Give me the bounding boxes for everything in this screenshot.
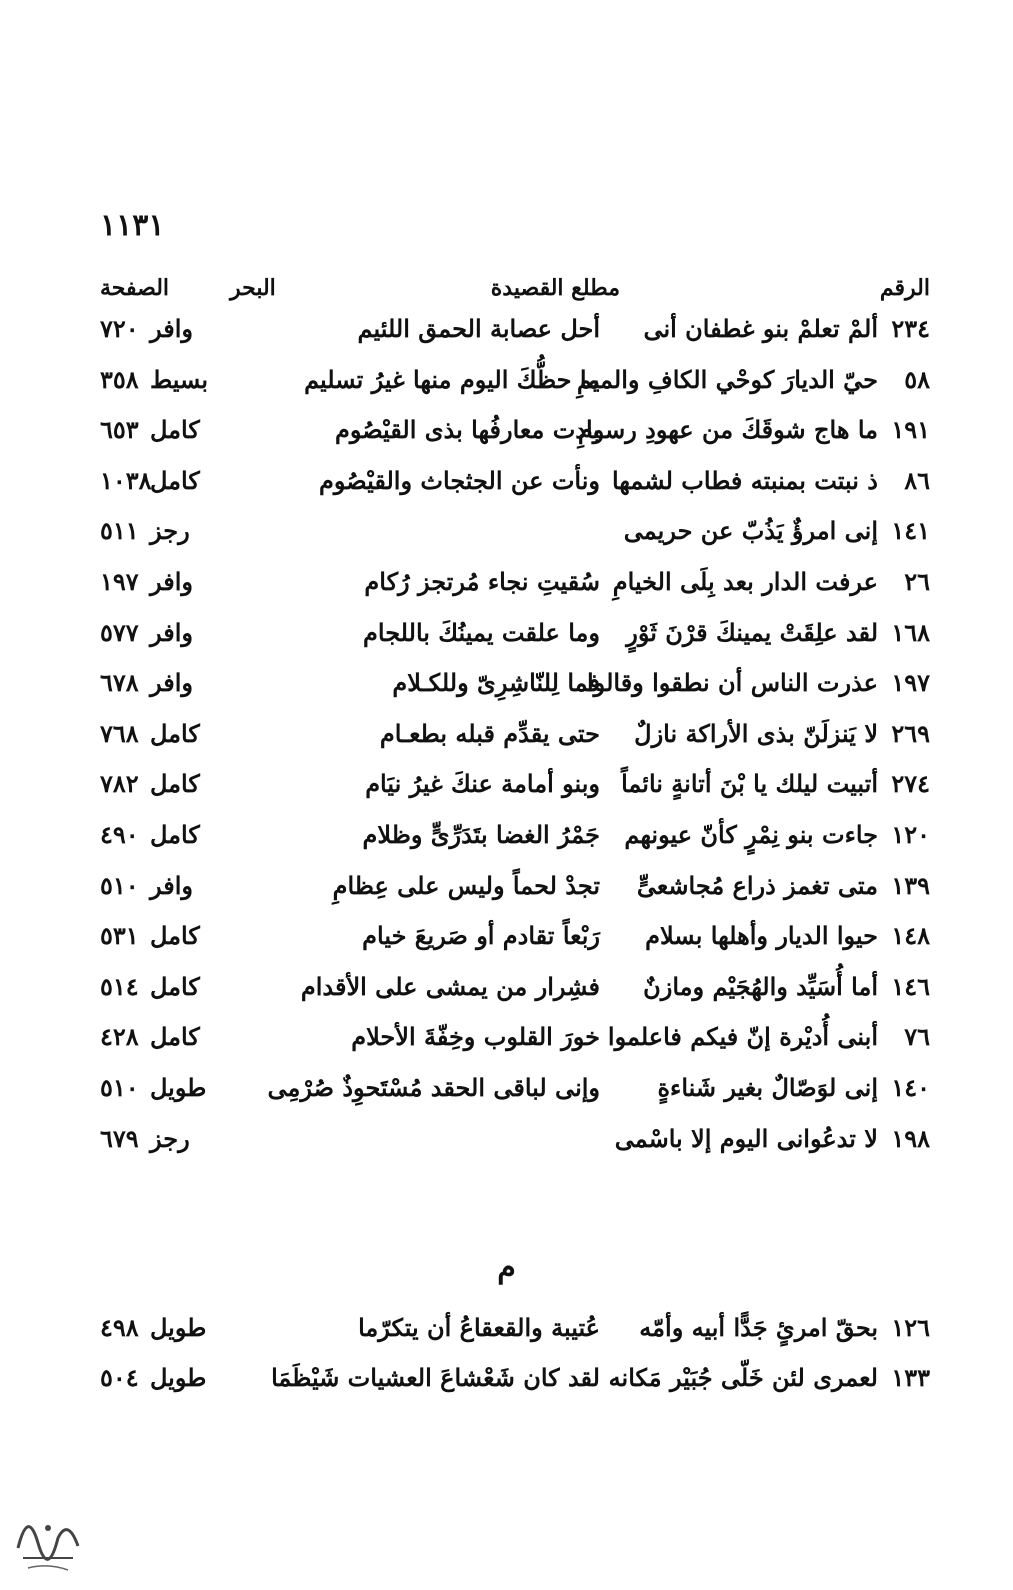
page-ref: ٤٩٠ [100, 820, 139, 849]
header-meter: البحر [230, 275, 276, 301]
first-hemistich: أما أُسَيِّد والهُجَيْم ومازنٌ [643, 971, 878, 1001]
first-hemistich: إنى لوَصّالٌ بغير شَناءةٍ [657, 1073, 878, 1102]
first-hemistich: ألمْ تعلمْ بنو غطفان أنى [643, 314, 878, 343]
poem-number: ٢٦ [904, 567, 930, 596]
poem-number: ١٣٩ [891, 870, 930, 900]
meter-name: رجز [150, 1123, 190, 1153]
header-opening: مطلع القصيدة [490, 275, 620, 301]
poem-number: ١٤١ [891, 516, 930, 546]
poem-number: ١٢٠ [891, 820, 930, 849]
poem-number: ١٣٣ [891, 1363, 930, 1392]
first-hemistich: إنى امرؤٌ يَذُبّ عن حريمى [623, 516, 878, 546]
poem-number: ١٤٨ [891, 921, 930, 951]
first-hemistich: حيّ الديارَ كوحْي الكافِ والميمِ [576, 364, 878, 394]
first-hemistich: لا تدعُوانى اليوم إلا باسْمى [614, 1123, 878, 1153]
poem-number: ١٦٨ [891, 617, 930, 647]
first-hemistich: لا يَنزلَنّ بذى الأراكة نازلٌ [634, 718, 878, 748]
page-ref: ٣٥٨ [100, 364, 139, 394]
second-hemistich: فشِرار من يمشى على الأقدام [300, 971, 600, 1001]
list-item [100, 459, 930, 503]
second-hemistich: تجدْ لحماً وليس على عِظامِ [332, 870, 600, 900]
page-ref: ٦٥٣ [100, 415, 139, 445]
poem-number: ١٢٦ [891, 1313, 930, 1342]
meter-name: طويل [150, 1073, 207, 1102]
list-item [100, 509, 930, 553]
first-hemistich: لعمرى لئن خَلّى جُبَيْر مَكانه [608, 1363, 878, 1392]
list-item [100, 1356, 930, 1400]
list-item [100, 1066, 930, 1110]
page-ref: ٧٢٠ [100, 314, 139, 343]
page-ref: ٥٠٤ [100, 1363, 139, 1392]
second-hemistich: جَمْرُ الغضا بتَدَرِّىٍّ وظلام [362, 820, 600, 849]
meter-name: طويل [150, 1313, 207, 1342]
meter-name: كامل [150, 921, 200, 951]
meter-name: وافر [150, 314, 193, 343]
page-ref: ٥١٠ [100, 1073, 139, 1102]
meter-name: كامل [150, 465, 200, 495]
first-hemistich: بحقّ امرئٍ جَدًّا أبيه وأمّه [639, 1313, 878, 1342]
table-header [100, 266, 930, 310]
meter-name: كامل [150, 415, 200, 445]
list-item [100, 307, 930, 351]
section-letter: م [497, 1250, 516, 1285]
page-number: ١١٣١ [100, 208, 165, 243]
list-item [100, 358, 930, 402]
first-hemistich: عذرت الناس أن نطقوا وقالوا [587, 668, 878, 698]
page-ref: ٥١٠ [100, 870, 139, 900]
meter-name: كامل [150, 769, 200, 799]
list-item [100, 1015, 930, 1059]
first-hemistich: ما هاج شوقَكَ من عهودِ رسومِ [577, 415, 878, 445]
poem-number: ٥٨ [904, 364, 930, 394]
second-hemistich: حتى يقدِّم قبله بطعـام [379, 718, 600, 748]
list-item [100, 813, 930, 857]
page-ref: ١٩٧ [100, 567, 139, 596]
library-stamp-logo [8, 1488, 88, 1578]
meter-name: وافر [150, 567, 193, 596]
first-hemistich: حيوا الديار وأهلها بسلام [645, 921, 878, 951]
second-hemistich: لقد كان شَعْشاعَ العشيات شَيْظَمَا [271, 1363, 600, 1392]
first-hemistich: جاءت بنو نِمْرٍ كأنّ عيونهم [624, 820, 878, 849]
meter-name: وافر [150, 668, 193, 698]
second-hemistich: ونأت عن الجثجاث والقيْصُوم [319, 465, 600, 495]
first-hemistich: عرفت الدار بعد بِلَى الخيامِ [612, 567, 878, 596]
page-ref: ٤٢٨ [100, 1022, 139, 1052]
meter-name: كامل [150, 971, 200, 1001]
meter-name: كامل [150, 718, 200, 748]
meter-name: رجز [150, 516, 190, 546]
second-hemistich: سُقيتِ نجاء مُرتجز رُكام [364, 567, 600, 596]
list-item [100, 712, 930, 756]
second-hemistich: وبنو أمامة عنكَ غيرُ نيَام [365, 769, 600, 799]
poem-number: ١٩١ [891, 415, 930, 445]
page-ref: ٦٧٩ [100, 1123, 139, 1153]
meter-name: وافر [150, 870, 193, 900]
header-number: الرقم [879, 275, 930, 301]
list-item [100, 762, 930, 806]
second-hemistich: وما علقت يمينُكَ باللجام [363, 617, 600, 647]
poem-number: ١٩٧ [891, 668, 930, 698]
poem-number: ٢٧٤ [891, 769, 930, 799]
meter-name: وافر [150, 617, 193, 647]
second-hemistich: ما حظُّكَ اليوم منها غيرُ تسليم [304, 364, 600, 394]
page-ref: ١٠٣٨ [100, 465, 152, 495]
page-ref: ٥٧٧ [100, 617, 139, 647]
second-hemistich: وإنى لباقى الحقد مُسْتَحوِذٌ صُرْمِى [267, 1073, 600, 1102]
page-ref: ٥١١ [100, 516, 139, 546]
poem-number: ١٩٨ [891, 1123, 930, 1153]
list-item [100, 864, 930, 908]
header-page: الصفحة [100, 275, 170, 301]
poem-number: ٢٣٤ [891, 314, 930, 343]
first-hemistich: متى تغمز ذراع مُجاشعىٍّ [636, 870, 878, 900]
list-item [100, 914, 930, 958]
list-item [100, 611, 930, 655]
meter-name: كامل [150, 820, 200, 849]
poem-number: ١٤٦ [891, 971, 930, 1001]
first-hemistich: ذ نبتت بمنبته فطاب لشمها [611, 465, 878, 495]
page-ref: ٤٩٨ [100, 1313, 139, 1342]
list-item [100, 560, 930, 604]
list-item [100, 965, 930, 1009]
page-ref: ٥١٤ [100, 971, 139, 1001]
poem-number: ٢٦٩ [891, 718, 930, 748]
second-hemistich: رَبْعاً تقادم أو صَريعَ خيام [362, 921, 600, 951]
second-hemistich: عُتيبة والقعقاعُ أن يتكرّما [358, 1313, 600, 1342]
second-hemistich: خورَ القلوب وخِفّةَ الأحلام [351, 1022, 600, 1052]
second-hemistich: أحل عصابة الحمق اللئيم [357, 314, 600, 343]
poem-number: ١٤٠ [891, 1073, 930, 1102]
second-hemistich: بادت معارفُها بذى القيْصُوم [334, 415, 600, 445]
page-ref: ٧٦٨ [100, 718, 139, 748]
first-hemistich: لقد علِقَتْ يمينكَ قرْنَ ثَوْرٍ [626, 617, 878, 647]
meter-name: طويل [150, 1363, 207, 1392]
meter-name: بسيط [150, 364, 209, 394]
meter-name: كامل [150, 1022, 200, 1052]
first-hemistich: أتبيت ليلك يا بْنَ أتانةٍ نائماً [621, 769, 878, 799]
page-ref: ٥٣١ [100, 921, 139, 951]
first-hemistich: أبنى أُديْرة إنّ فيكم فاعلموا [607, 1022, 878, 1052]
list-item [100, 1117, 930, 1161]
page-ref: ٧٨٢ [100, 769, 139, 799]
list-item [100, 408, 930, 452]
list-item [100, 1306, 930, 1350]
list-item [100, 661, 930, 705]
second-hemistich: فما لِلنّاشِرِىّ وللكـلام [392, 668, 600, 698]
poem-number: ٧٦ [904, 1022, 930, 1052]
poem-number: ٨٦ [904, 465, 930, 495]
page-ref: ٦٧٨ [100, 668, 139, 698]
